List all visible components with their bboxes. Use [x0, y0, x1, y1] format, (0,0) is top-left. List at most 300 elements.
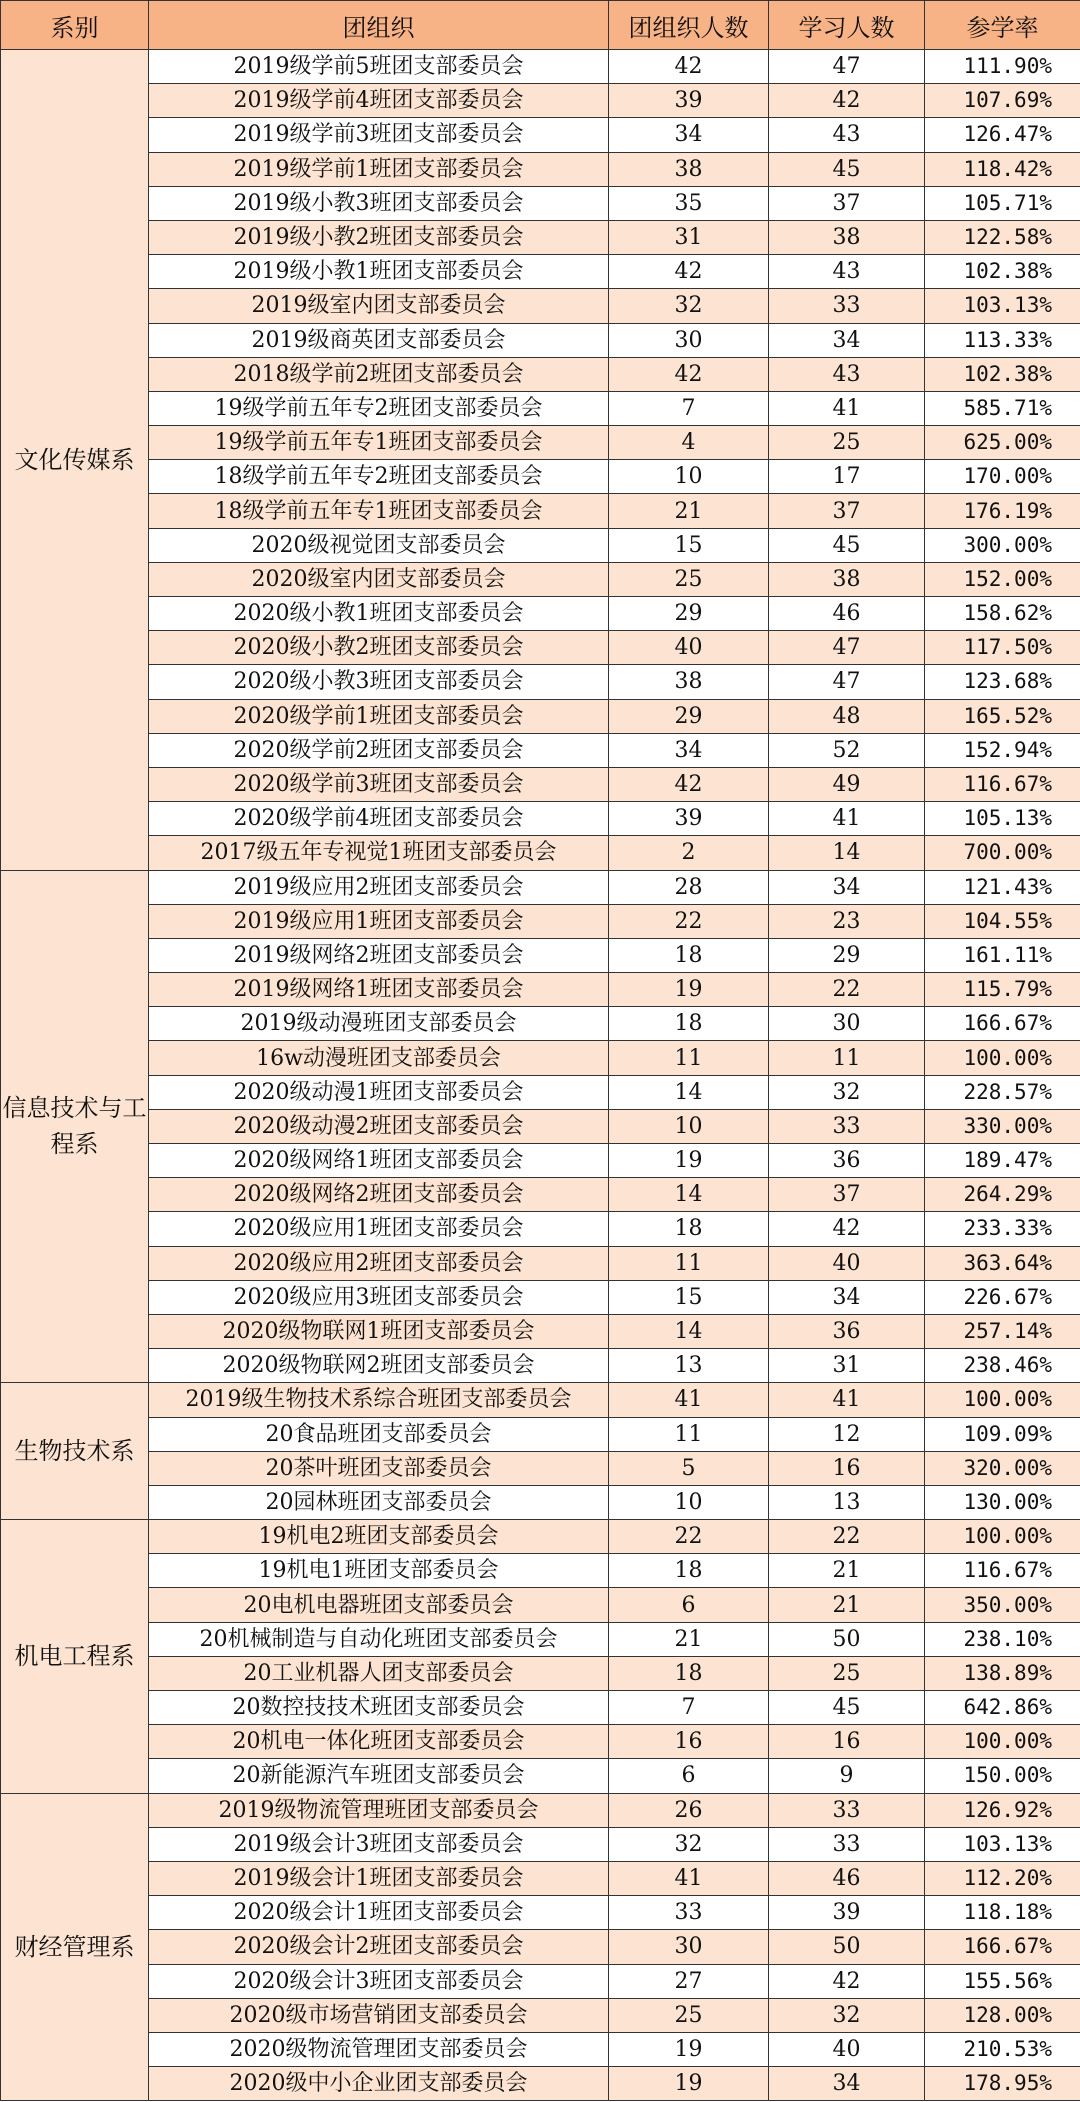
member-count-cell: 33 [609, 1896, 769, 1930]
table-row [1, 1417, 1080, 1451]
table-row [1, 767, 1080, 801]
study-count-cell: 34 [769, 2067, 925, 2101]
study-count-cell: 41 [769, 1383, 925, 1417]
member-count-cell: 41 [609, 1383, 769, 1417]
department-cell: 生物技术系 [1, 1383, 149, 1520]
table-row [1, 1725, 1080, 1759]
member-count-cell: 6 [609, 1588, 769, 1622]
study-count-cell: 23 [769, 904, 925, 938]
member-count-cell: 42 [609, 767, 769, 801]
member-count-cell: 2 [609, 836, 769, 870]
organization-cell: 2020级室内团支部委员会 [149, 562, 609, 596]
organization-cell: 2019级应用2班团支部委员会 [149, 870, 609, 904]
study-count-cell: 17 [769, 460, 925, 494]
member-count-cell: 42 [609, 255, 769, 289]
participation-rate-cell: 100.00% [925, 1383, 1080, 1417]
study-count-cell: 45 [769, 528, 925, 562]
study-count-cell: 30 [769, 1007, 925, 1041]
participation-rate-cell: 625.00% [925, 426, 1080, 460]
member-count-cell: 7 [609, 391, 769, 425]
participation-rate-cell: 166.67% [925, 1930, 1080, 1964]
organization-cell: 2019级网络2班团支部委员会 [149, 938, 609, 972]
department-cell: 文化传媒系 [1, 50, 149, 871]
table-row [1, 1314, 1080, 1348]
participation-rate-cell: 700.00% [925, 836, 1080, 870]
study-count-cell: 37 [769, 186, 925, 220]
member-count-cell: 19 [609, 1144, 769, 1178]
table-row [1, 1007, 1080, 1041]
table-row [1, 1246, 1080, 1280]
organization-cell: 19机电2班团支部委员会 [149, 1520, 609, 1554]
study-count-cell: 43 [769, 255, 925, 289]
member-count-cell: 15 [609, 528, 769, 562]
participation-rate-cell: 320.00% [925, 1451, 1080, 1485]
study-count-cell: 11 [769, 1041, 925, 1075]
table-row [1, 255, 1080, 289]
member-count-cell: 21 [609, 494, 769, 528]
organization-cell: 2019级学前3班团支部委员会 [149, 118, 609, 152]
participation-rate-cell: 105.13% [925, 802, 1080, 836]
study-count-cell: 9 [769, 1759, 925, 1793]
participation-rate-cell: 128.00% [925, 1998, 1080, 2032]
table-row [1, 1383, 1080, 1417]
organization-cell: 2019级物流管理班团支部委员会 [149, 1793, 609, 1827]
member-count-cell: 14 [609, 1314, 769, 1348]
study-count-cell: 47 [769, 665, 925, 699]
member-count-cell: 18 [609, 938, 769, 972]
participation-rate-cell: 158.62% [925, 597, 1080, 631]
organization-cell: 18级学前五年专2班团支部委员会 [149, 460, 609, 494]
member-count-cell: 34 [609, 118, 769, 152]
table-row [1, 2032, 1080, 2066]
table-row [1, 733, 1080, 767]
study-count-cell: 42 [769, 84, 925, 118]
study-count-cell: 43 [769, 118, 925, 152]
table-row [1, 1827, 1080, 1861]
table-row [1, 1998, 1080, 2032]
header-participation-rate: 参学率 [925, 1, 1080, 50]
table-row [1, 1793, 1080, 1827]
participation-rate-cell: 238.46% [925, 1349, 1080, 1383]
member-count-cell: 18 [609, 1554, 769, 1588]
table-row [1, 1656, 1080, 1690]
organization-cell: 2020级动漫1班团支部委员会 [149, 1075, 609, 1109]
participation-rate-cell: 111.90% [925, 50, 1080, 84]
participation-rate-cell: 112.20% [925, 1861, 1080, 1895]
participation-rate-cell: 350.00% [925, 1588, 1080, 1622]
member-count-cell: 32 [609, 1827, 769, 1861]
organization-cell: 2020级网络1班团支部委员会 [149, 1144, 609, 1178]
member-count-cell: 29 [609, 699, 769, 733]
participation-rate-cell: 126.47% [925, 118, 1080, 152]
study-count-cell: 52 [769, 733, 925, 767]
table-row [1, 357, 1080, 391]
study-count-cell: 45 [769, 1691, 925, 1725]
participation-rate-cell: 117.50% [925, 631, 1080, 665]
organization-cell: 2020级小教2班团支部委员会 [149, 631, 609, 665]
study-count-cell: 47 [769, 631, 925, 665]
table-row [1, 1930, 1080, 1964]
table-row [1, 2067, 1080, 2101]
participation-rate-cell: 100.00% [925, 1041, 1080, 1075]
participation-rate-cell: 102.38% [925, 255, 1080, 289]
table-row [1, 460, 1080, 494]
table-row [1, 1178, 1080, 1212]
department-cell: 信息技术与工程系 [1, 870, 149, 1383]
member-count-cell: 19 [609, 2067, 769, 2101]
member-count-cell: 30 [609, 323, 769, 357]
organization-cell: 2020级应用1班团支部委员会 [149, 1212, 609, 1246]
member-count-cell: 27 [609, 1964, 769, 1998]
table-row [1, 152, 1080, 186]
participation-rate-cell: 585.71% [925, 391, 1080, 425]
organization-cell: 2020级学前1班团支部委员会 [149, 699, 609, 733]
table-row [1, 186, 1080, 220]
member-count-cell: 4 [609, 426, 769, 460]
table-row [1, 1588, 1080, 1622]
study-count-cell: 40 [769, 1246, 925, 1280]
organization-cell: 2019级会计3班团支部委员会 [149, 1827, 609, 1861]
participation-rate-cell: 116.67% [925, 1554, 1080, 1588]
study-count-cell: 16 [769, 1725, 925, 1759]
header-organization: 团组织 [149, 1, 609, 50]
table-row [1, 494, 1080, 528]
table-row [1, 220, 1080, 254]
member-count-cell: 7 [609, 1691, 769, 1725]
organization-cell: 18级学前五年专1班团支部委员会 [149, 494, 609, 528]
study-count-cell: 41 [769, 802, 925, 836]
table-row [1, 836, 1080, 870]
participation-rate-cell: 257.14% [925, 1314, 1080, 1348]
table-row [1, 1896, 1080, 1930]
header-member-count: 团组织人数 [609, 1, 769, 50]
department-cell: 财经管理系 [1, 1793, 149, 2101]
study-count-cell: 31 [769, 1349, 925, 1383]
organization-cell: 2020级会计2班团支部委员会 [149, 1930, 609, 1964]
participation-rate-cell: 210.53% [925, 2032, 1080, 2066]
table-row [1, 802, 1080, 836]
participation-rate-cell: 130.00% [925, 1485, 1080, 1519]
table-row [1, 1964, 1080, 1998]
participation-rate-cell: 100.00% [925, 1520, 1080, 1554]
member-count-cell: 39 [609, 84, 769, 118]
member-count-cell: 30 [609, 1930, 769, 1964]
member-count-cell: 10 [609, 1109, 769, 1143]
organization-cell: 2019级学前4班团支部委员会 [149, 84, 609, 118]
member-count-cell: 13 [609, 1349, 769, 1383]
participation-rate-cell: 116.67% [925, 767, 1080, 801]
table-row [1, 973, 1080, 1007]
member-count-cell: 6 [609, 1759, 769, 1793]
participation-rate-cell: 300.00% [925, 528, 1080, 562]
study-count-cell: 37 [769, 1178, 925, 1212]
organization-cell: 2019级网络1班团支部委员会 [149, 973, 609, 1007]
table-row [1, 84, 1080, 118]
study-count-cell: 46 [769, 597, 925, 631]
member-count-cell: 22 [609, 1520, 769, 1554]
study-count-cell: 13 [769, 1485, 925, 1519]
participation-rate-cell: 115.79% [925, 973, 1080, 1007]
study-count-cell: 32 [769, 1075, 925, 1109]
organization-cell: 20机电一体化班团支部委员会 [149, 1725, 609, 1759]
organization-cell: 2019级生物技术系综合班团支部委员会 [149, 1383, 609, 1417]
study-count-cell: 45 [769, 152, 925, 186]
organization-cell: 2020级应用2班团支部委员会 [149, 1246, 609, 1280]
participation-rate-cell: 155.56% [925, 1964, 1080, 1998]
study-count-cell: 32 [769, 1998, 925, 2032]
participation-rate-cell: 107.69% [925, 84, 1080, 118]
organization-cell: 2019级商英团支部委员会 [149, 323, 609, 357]
participation-rate-cell: 150.00% [925, 1759, 1080, 1793]
study-count-cell: 46 [769, 1861, 925, 1895]
member-count-cell: 42 [609, 357, 769, 391]
organization-cell: 2019级学前1班团支部委员会 [149, 152, 609, 186]
study-count-cell: 50 [769, 1622, 925, 1656]
table-row [1, 665, 1080, 699]
table-row [1, 1280, 1080, 1314]
participation-rate-cell: 238.10% [925, 1622, 1080, 1656]
table-row [1, 938, 1080, 972]
study-count-cell: 40 [769, 2032, 925, 2066]
table-row [1, 1109, 1080, 1143]
organization-cell: 2019级会计1班团支部委员会 [149, 1861, 609, 1895]
organization-cell: 2020级会计3班团支部委员会 [149, 1964, 609, 1998]
organization-cell: 16w动漫班团支部委员会 [149, 1041, 609, 1075]
organization-cell: 20工业机器人团支部委员会 [149, 1656, 609, 1690]
organization-cell: 2020级动漫2班团支部委员会 [149, 1109, 609, 1143]
organization-cell: 2020级物联网2班团支部委员会 [149, 1349, 609, 1383]
table-row [1, 1520, 1080, 1554]
table-row [1, 391, 1080, 425]
participation-rate-cell: 126.92% [925, 1793, 1080, 1827]
participation-rate-cell: 100.00% [925, 1725, 1080, 1759]
organization-cell: 2020级应用3班团支部委员会 [149, 1280, 609, 1314]
study-count-cell: 49 [769, 767, 925, 801]
table-body [1, 50, 1080, 2101]
organization-cell: 2020级视觉团支部委员会 [149, 528, 609, 562]
table-row [1, 426, 1080, 460]
study-count-cell: 38 [769, 562, 925, 596]
table-row [1, 118, 1080, 152]
organization-cell: 2019级室内团支部委员会 [149, 289, 609, 323]
member-count-cell: 18 [609, 1007, 769, 1041]
table-row [1, 562, 1080, 596]
study-count-cell: 33 [769, 289, 925, 323]
member-count-cell: 11 [609, 1246, 769, 1280]
member-count-cell: 14 [609, 1178, 769, 1212]
participation-rate-cell: 226.67% [925, 1280, 1080, 1314]
organization-cell: 19级学前五年专1班团支部委员会 [149, 426, 609, 460]
study-count-cell: 42 [769, 1964, 925, 1998]
organization-cell: 2020级会计1班团支部委员会 [149, 1896, 609, 1930]
study-count-cell: 48 [769, 699, 925, 733]
table-row [1, 1349, 1080, 1383]
organization-cell: 20茶叶班团支部委员会 [149, 1451, 609, 1485]
organization-cell: 2019级应用1班团支部委员会 [149, 904, 609, 938]
member-count-cell: 16 [609, 1725, 769, 1759]
header-department: 系别 [1, 1, 149, 50]
organization-cell: 2020级学前3班团支部委员会 [149, 767, 609, 801]
organization-cell: 2019级小教2班团支部委员会 [149, 220, 609, 254]
table-row [1, 631, 1080, 665]
member-count-cell: 31 [609, 220, 769, 254]
organization-cell: 19级学前五年专2班团支部委员会 [149, 391, 609, 425]
table-row [1, 1861, 1080, 1895]
member-count-cell: 38 [609, 665, 769, 699]
member-count-cell: 32 [609, 289, 769, 323]
organization-cell: 20食品班团支部委员会 [149, 1417, 609, 1451]
organization-cell: 2019级小教3班团支部委员会 [149, 186, 609, 220]
participation-rate-cell: 178.95% [925, 2067, 1080, 2101]
organization-cell: 2020级中小企业团支部委员会 [149, 2067, 609, 2101]
study-count-cell: 22 [769, 973, 925, 1007]
participation-rate-cell: 103.13% [925, 1827, 1080, 1861]
organization-cell: 20园林班团支部委员会 [149, 1485, 609, 1519]
participation-rate-cell: 264.29% [925, 1178, 1080, 1212]
table-row [1, 699, 1080, 733]
table-row [1, 904, 1080, 938]
member-count-cell: 19 [609, 973, 769, 1007]
study-count-cell: 36 [769, 1144, 925, 1178]
member-count-cell: 41 [609, 1861, 769, 1895]
organization-cell: 20数控技技术班团支部委员会 [149, 1691, 609, 1725]
participation-rate-cell: 170.00% [925, 460, 1080, 494]
member-count-cell: 11 [609, 1417, 769, 1451]
table-row [1, 528, 1080, 562]
participation-rate-cell: 123.68% [925, 665, 1080, 699]
participation-rate-cell: 363.64% [925, 1246, 1080, 1280]
member-count-cell: 19 [609, 2032, 769, 2066]
study-count-cell: 22 [769, 1520, 925, 1554]
organization-cell: 2019级动漫班团支部委员会 [149, 1007, 609, 1041]
organization-cell: 2017级五年专视觉1班团支部委员会 [149, 836, 609, 870]
participation-rate-cell: 233.33% [925, 1212, 1080, 1246]
study-count-cell: 43 [769, 357, 925, 391]
member-count-cell: 10 [609, 1485, 769, 1519]
study-count-cell: 39 [769, 1896, 925, 1930]
participation-rate-cell: 152.94% [925, 733, 1080, 767]
table-row [1, 1691, 1080, 1725]
member-count-cell: 18 [609, 1212, 769, 1246]
participation-rate-cell: 113.33% [925, 323, 1080, 357]
participation-rate-cell: 165.52% [925, 699, 1080, 733]
participation-rate-cell: 104.55% [925, 904, 1080, 938]
table-row [1, 1759, 1080, 1793]
table-row [1, 1075, 1080, 1109]
study-count-cell: 33 [769, 1109, 925, 1143]
organization-cell: 2019级学前5班团支部委员会 [149, 50, 609, 84]
participation-rate-cell: 330.00% [925, 1109, 1080, 1143]
organization-cell: 2020级物联网1班团支部委员会 [149, 1314, 609, 1348]
member-count-cell: 11 [609, 1041, 769, 1075]
participation-rate-cell: 228.57% [925, 1075, 1080, 1109]
member-count-cell: 18 [609, 1656, 769, 1690]
organization-cell: 20新能源汽车班团支部委员会 [149, 1759, 609, 1793]
organization-cell: 2020级小教3班团支部委员会 [149, 665, 609, 699]
participation-rate-cell: 166.67% [925, 1007, 1080, 1041]
organization-cell: 2020级学前2班团支部委员会 [149, 733, 609, 767]
study-count-cell: 34 [769, 870, 925, 904]
member-count-cell: 22 [609, 904, 769, 938]
table-row [1, 1144, 1080, 1178]
participation-rate-cell: 118.42% [925, 152, 1080, 186]
participation-rate-cell: 161.11% [925, 938, 1080, 972]
table-row [1, 1622, 1080, 1656]
study-count-cell: 34 [769, 1280, 925, 1314]
organization-cell: 2020级物流管理团支部委员会 [149, 2032, 609, 2066]
table-row [1, 1554, 1080, 1588]
department-cell: 机电工程系 [1, 1520, 149, 1794]
table-row [1, 50, 1080, 84]
table-row [1, 289, 1080, 323]
organization-cell: 19机电1班团支部委员会 [149, 1554, 609, 1588]
study-count-cell: 34 [769, 323, 925, 357]
organization-cell: 2018级学前2班团支部委员会 [149, 357, 609, 391]
participation-rate-cell: 103.13% [925, 289, 1080, 323]
participation-rate-cell: 122.58% [925, 220, 1080, 254]
study-count-cell: 25 [769, 426, 925, 460]
member-count-cell: 34 [609, 733, 769, 767]
participation-rate-cell: 121.43% [925, 870, 1080, 904]
member-count-cell: 38 [609, 152, 769, 186]
study-count-cell: 36 [769, 1314, 925, 1348]
member-count-cell: 21 [609, 1622, 769, 1656]
table-row [1, 597, 1080, 631]
member-count-cell: 25 [609, 562, 769, 596]
member-count-cell: 5 [609, 1451, 769, 1485]
participation-rate-cell: 105.71% [925, 186, 1080, 220]
organization-cell: 2020级市场营销团支部委员会 [149, 1998, 609, 2032]
organization-cell: 20机械制造与自动化班团支部委员会 [149, 1622, 609, 1656]
table-row [1, 870, 1080, 904]
study-count-cell: 16 [769, 1451, 925, 1485]
member-count-cell: 40 [609, 631, 769, 665]
study-count-cell: 38 [769, 220, 925, 254]
study-count-cell: 14 [769, 836, 925, 870]
table-row [1, 1451, 1080, 1485]
member-count-cell: 42 [609, 50, 769, 84]
study-count-cell: 37 [769, 494, 925, 528]
participation-rate-cell: 102.38% [925, 357, 1080, 391]
organization-cell: 2020级网络2班团支部委员会 [149, 1178, 609, 1212]
participation-rate-cell: 109.09% [925, 1417, 1080, 1451]
study-count-cell: 47 [769, 50, 925, 84]
member-count-cell: 14 [609, 1075, 769, 1109]
member-count-cell: 29 [609, 597, 769, 631]
study-count-cell: 33 [769, 1827, 925, 1861]
organization-cell: 2019级小教1班团支部委员会 [149, 255, 609, 289]
member-count-cell: 28 [609, 870, 769, 904]
study-count-cell: 50 [769, 1930, 925, 1964]
member-count-cell: 39 [609, 802, 769, 836]
organization-cell: 2020级学前4班团支部委员会 [149, 802, 609, 836]
study-count-cell: 33 [769, 1793, 925, 1827]
organization-cell: 20电机电器班团支部委员会 [149, 1588, 609, 1622]
participation-rate-cell: 176.19% [925, 494, 1080, 528]
table-row [1, 1212, 1080, 1246]
participation-rate-cell: 642.86% [925, 1691, 1080, 1725]
participation-rate-cell: 189.47% [925, 1144, 1080, 1178]
member-count-cell: 15 [609, 1280, 769, 1314]
study-count-cell: 21 [769, 1554, 925, 1588]
table-row [1, 1041, 1080, 1075]
participation-rate-cell: 138.89% [925, 1656, 1080, 1690]
participation-rate-cell: 118.18% [925, 1896, 1080, 1930]
study-count-cell: 21 [769, 1588, 925, 1622]
study-count-cell: 41 [769, 391, 925, 425]
member-count-cell: 10 [609, 460, 769, 494]
study-count-cell: 42 [769, 1212, 925, 1246]
